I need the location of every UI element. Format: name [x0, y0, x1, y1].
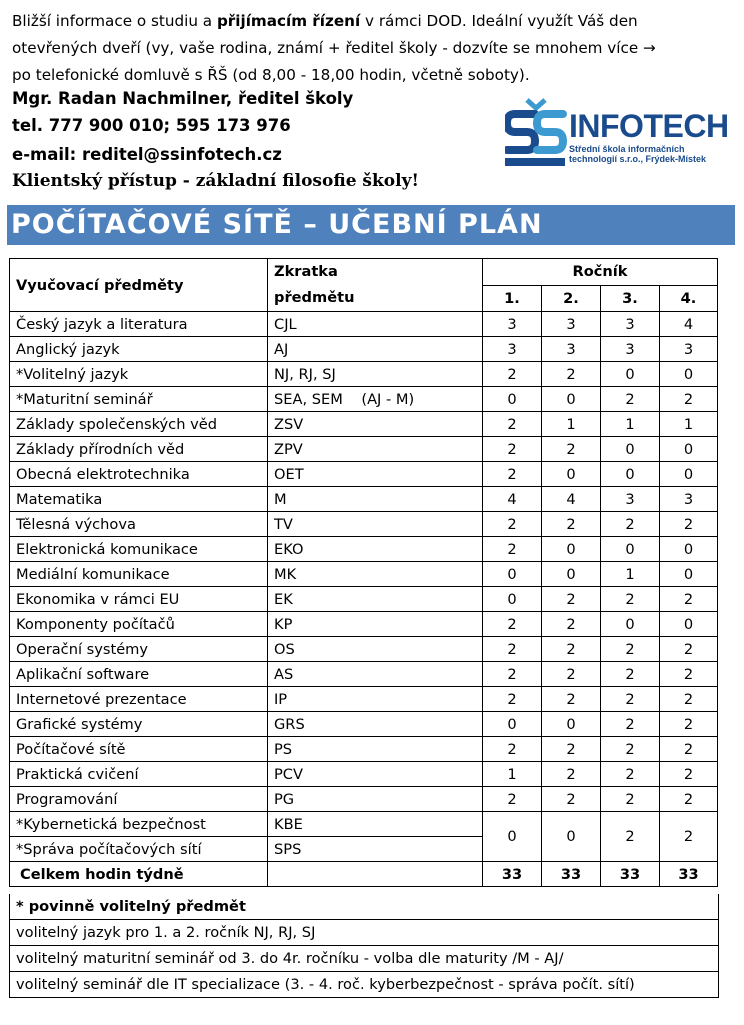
year-header: 1.	[483, 285, 542, 312]
table-row	[10, 537, 718, 562]
school-logo	[505, 98, 729, 170]
hours-cell: 2	[542, 637, 601, 662]
hours-cell: 0	[601, 437, 660, 462]
hours-cell: 0	[660, 362, 718, 387]
abbr-cell: PS	[268, 737, 483, 762]
year-header: 4.	[660, 285, 718, 312]
abbr-cell: EK	[268, 587, 483, 612]
hours-cell: 2	[483, 662, 542, 687]
email-address[interactable]: e-mail: reditel@ssinfotech.cz	[12, 145, 282, 164]
hours-cell: 2	[483, 687, 542, 712]
table-row	[10, 437, 718, 462]
hours-cell: 2	[601, 812, 660, 862]
footnote-line: volitelný seminář dle IT specializace (3. - 4. roč. kyberbezpečnost - správa počít. sítí)	[16, 976, 635, 993]
subject-cell: Aplikační software	[10, 662, 268, 687]
total-cell: 33	[542, 862, 601, 887]
subject-cell: *Maturitní seminář	[10, 387, 268, 412]
hours-cell: 2	[660, 737, 718, 762]
subject-cell: Český jazyk a literatura	[10, 312, 268, 337]
table-row	[10, 562, 718, 587]
intro-line-1	[12, 8, 734, 35]
hours-cell: 2	[542, 787, 601, 812]
hours-cell: 0	[601, 462, 660, 487]
hours-cell: 2	[542, 587, 601, 612]
hours-cell: 2	[483, 787, 542, 812]
hours-cell: 0	[483, 587, 542, 612]
hours-cell: 2	[660, 812, 718, 862]
hours-cell: 2	[542, 437, 601, 462]
table-row	[10, 337, 718, 362]
header-subjects: Vyučovací předměty	[10, 259, 268, 312]
curriculum-table	[9, 258, 718, 887]
intro-line-2: otevřených dveří (vy, vaše rodina, známí + ředitel školy - dozvíte se mnohem více →	[12, 39, 656, 57]
logo-wordmark: INFOTECH	[569, 108, 729, 144]
table-row	[10, 737, 718, 762]
intro-emphasis: přijímacím řízení	[216, 12, 361, 30]
hours-cell: 2	[601, 387, 660, 412]
subject-cell: Matematika	[10, 487, 268, 512]
hours-cell: 4	[483, 487, 542, 512]
abbr-cell: KBE	[268, 812, 483, 837]
hours-cell: 2	[660, 687, 718, 712]
hours-cell: 1	[601, 412, 660, 437]
hours-cell: 3	[542, 312, 601, 337]
hours-cell: 2	[483, 462, 542, 487]
subject-cell: Obecná elektrotechnika	[10, 462, 268, 487]
abbr-cell: AJ	[268, 337, 483, 362]
hours-cell: 1	[483, 762, 542, 787]
subject-cell: Elektronická komunikace	[10, 537, 268, 562]
hours-cell: 0	[483, 562, 542, 587]
table-row	[10, 462, 718, 487]
subject-cell: Komponenty počítačů	[10, 612, 268, 637]
hours-cell: 3	[660, 487, 718, 512]
abbr-cell: AS	[268, 662, 483, 687]
hours-cell: 0	[660, 537, 718, 562]
intro-line-3: po telefonické domluvě s ŘŠ (od 8,00 - 18,00 hodin, včetně soboty).	[12, 66, 530, 84]
abbr-cell: IP	[268, 687, 483, 712]
hours-cell: 2	[601, 587, 660, 612]
hours-cell: 2	[660, 762, 718, 787]
year-header: 2.	[542, 285, 601, 312]
hours-cell: 0	[542, 537, 601, 562]
total-label: Celkem hodin týdně	[10, 862, 268, 887]
hours-cell: 0	[542, 387, 601, 412]
intro-text: Bližší informace o studiu a	[12, 12, 217, 30]
abbr-cell: PCV	[268, 762, 483, 787]
hours-cell: 2	[542, 612, 601, 637]
header-abbreviation	[268, 259, 483, 312]
hours-cell: 4	[660, 312, 718, 337]
abbr-cell: M	[268, 487, 483, 512]
hours-cell: 2	[483, 612, 542, 637]
hours-cell: 3	[601, 487, 660, 512]
hours-cell: 4	[542, 487, 601, 512]
hours-cell: 3	[483, 337, 542, 362]
hours-cell: 2	[483, 537, 542, 562]
table-row	[10, 712, 718, 737]
hours-cell: 2	[542, 687, 601, 712]
abbr-cell: NJ, RJ, SJ	[268, 362, 483, 387]
table-row	[10, 312, 718, 337]
title-banner	[7, 205, 735, 245]
banner-title: POČÍTAČOVÉ SÍTĚ – UČEBNÍ PLÁN	[11, 209, 543, 240]
header-year: Ročník	[483, 259, 718, 286]
hours-cell: 2	[483, 362, 542, 387]
subject-cell: Tělesná výchova	[10, 512, 268, 537]
table-row	[10, 812, 718, 837]
table-row	[10, 587, 718, 612]
total-cell: 33	[660, 862, 718, 887]
table-row	[10, 637, 718, 662]
table-row	[10, 487, 718, 512]
abbr-cell: ZPV	[268, 437, 483, 462]
table-row	[10, 762, 718, 787]
hours-cell: 2	[660, 512, 718, 537]
footnote-line: volitelný maturitní seminář od 3. do 4r. ročníku - volba dle maturity /M - AJ/	[10, 946, 718, 972]
subject-cell: Základy společenských věd	[10, 412, 268, 437]
subject-cell: Praktická cvičení	[10, 762, 268, 787]
hours-cell: 2	[542, 512, 601, 537]
hours-cell: 3	[542, 337, 601, 362]
hours-cell: 0	[601, 612, 660, 637]
table-row	[10, 662, 718, 687]
table-header-row	[10, 259, 718, 286]
hours-cell: 0	[483, 812, 542, 862]
table-row	[10, 612, 718, 637]
abbr-cell: OS	[268, 637, 483, 662]
footnote-legend: * povinně volitelný předmět	[10, 894, 718, 920]
year-header: 3.	[601, 285, 660, 312]
hours-cell: 2	[542, 362, 601, 387]
subject-cell: Internetové prezentace	[10, 687, 268, 712]
hours-cell: 0	[483, 712, 542, 737]
hours-cell: 0	[660, 462, 718, 487]
hours-cell: 2	[601, 662, 660, 687]
subject-cell: Programování	[10, 787, 268, 812]
hours-cell: 0	[660, 437, 718, 462]
header-abbr-line: Zkratka	[274, 263, 338, 280]
school-motto: Klientský přístup - základní filosofie školy!	[12, 171, 419, 191]
hours-cell: 1	[660, 412, 718, 437]
hours-cell: 1	[542, 412, 601, 437]
table-row	[10, 362, 718, 387]
hours-cell: 2	[660, 787, 718, 812]
hours-cell: 2	[601, 637, 660, 662]
subject-cell: Anglický jazyk	[10, 337, 268, 362]
hours-cell: 2	[660, 662, 718, 687]
subject-cell: Základy přírodních věd	[10, 437, 268, 462]
abbr-cell: ZSV	[268, 412, 483, 437]
total-abbr-cell	[268, 862, 483, 887]
table-row	[10, 787, 718, 812]
intro-paragraph	[12, 8, 734, 89]
hours-cell: 0	[483, 387, 542, 412]
hours-cell: 2	[601, 512, 660, 537]
subject-cell: Mediální komunikace	[10, 562, 268, 587]
subject-cell: Počítačové sítě	[10, 737, 268, 762]
header-abbr-line: předmětu	[274, 289, 355, 306]
hours-cell: 0	[601, 537, 660, 562]
hours-cell: 2	[483, 737, 542, 762]
table-row	[10, 512, 718, 537]
total-row	[10, 862, 718, 887]
table-row	[10, 412, 718, 437]
subject-cell: Operační systémy	[10, 637, 268, 662]
abbr-cell: KP	[268, 612, 483, 637]
hours-cell: 0	[542, 462, 601, 487]
hours-cell: 2	[601, 737, 660, 762]
hours-cell: 2	[601, 687, 660, 712]
total-cell: 33	[483, 862, 542, 887]
subject-cell: *Volitelný jazyk	[10, 362, 268, 387]
footnote-line: volitelný jazyk pro 1. a 2. ročník NJ, RJ, SJ	[10, 920, 718, 946]
hours-cell: 0	[542, 812, 601, 862]
hours-cell: 2	[542, 662, 601, 687]
hours-cell: 2	[601, 787, 660, 812]
hours-cell: 0	[542, 712, 601, 737]
subject-cell: Grafické systémy	[10, 712, 268, 737]
hours-cell: 2	[542, 737, 601, 762]
hours-cell: 2	[483, 437, 542, 462]
director-name: Mgr. Radan Nachmilner, ředitel školy	[12, 89, 354, 108]
hours-cell: 0	[660, 612, 718, 637]
phone-numbers: tel. 777 900 010; 595 173 976	[12, 116, 291, 135]
total-cell: 33	[601, 862, 660, 887]
hours-cell: 2	[660, 712, 718, 737]
intro-text: v rámci DOD. Ideální využít Váš den	[360, 12, 638, 30]
abbr-cell: SPS	[268, 837, 483, 862]
abbr-cell: GRS	[268, 712, 483, 737]
hours-cell: 2	[483, 512, 542, 537]
hours-cell: 2	[660, 637, 718, 662]
hours-cell: 3	[483, 312, 542, 337]
logo-subtitle-line: Střední škola informačních	[569, 144, 685, 154]
hours-cell: 3	[660, 337, 718, 362]
hours-cell: 2	[483, 412, 542, 437]
table-row	[10, 687, 718, 712]
hours-cell: 3	[601, 337, 660, 362]
hours-cell: 2	[601, 712, 660, 737]
hours-cell: 2	[601, 762, 660, 787]
abbr-cell: TV	[268, 512, 483, 537]
hours-cell: 0	[542, 562, 601, 587]
abbr-cell: PG	[268, 787, 483, 812]
abbr-cell: EKO	[268, 537, 483, 562]
logo-subtitle-line: technologií s.r.o., Frýdek-Místek	[569, 154, 707, 164]
table-row	[10, 387, 718, 412]
abbr-cell: OET	[268, 462, 483, 487]
hours-cell: 2	[660, 387, 718, 412]
subject-cell: *Správa počítačových sítí	[10, 837, 268, 862]
logo-subtitle	[569, 144, 706, 164]
footnotes	[9, 894, 719, 998]
abbr-cell: CJL	[268, 312, 483, 337]
hours-cell: 0	[601, 362, 660, 387]
subject-cell: Ekonomika v rámci EU	[10, 587, 268, 612]
table-body	[10, 312, 718, 812]
abbr-cell: SEA, SEM (AJ - M)	[268, 387, 483, 412]
hours-cell: 2	[660, 587, 718, 612]
hours-cell: 3	[601, 312, 660, 337]
hours-cell: 0	[660, 562, 718, 587]
hours-cell: 1	[601, 562, 660, 587]
subject-cell: *Kybernetická bezpečnost	[10, 812, 268, 837]
ss-logo-icon	[505, 98, 567, 170]
hours-cell: 2	[542, 762, 601, 787]
hours-cell: 2	[483, 637, 542, 662]
abbr-cell: MK	[268, 562, 483, 587]
